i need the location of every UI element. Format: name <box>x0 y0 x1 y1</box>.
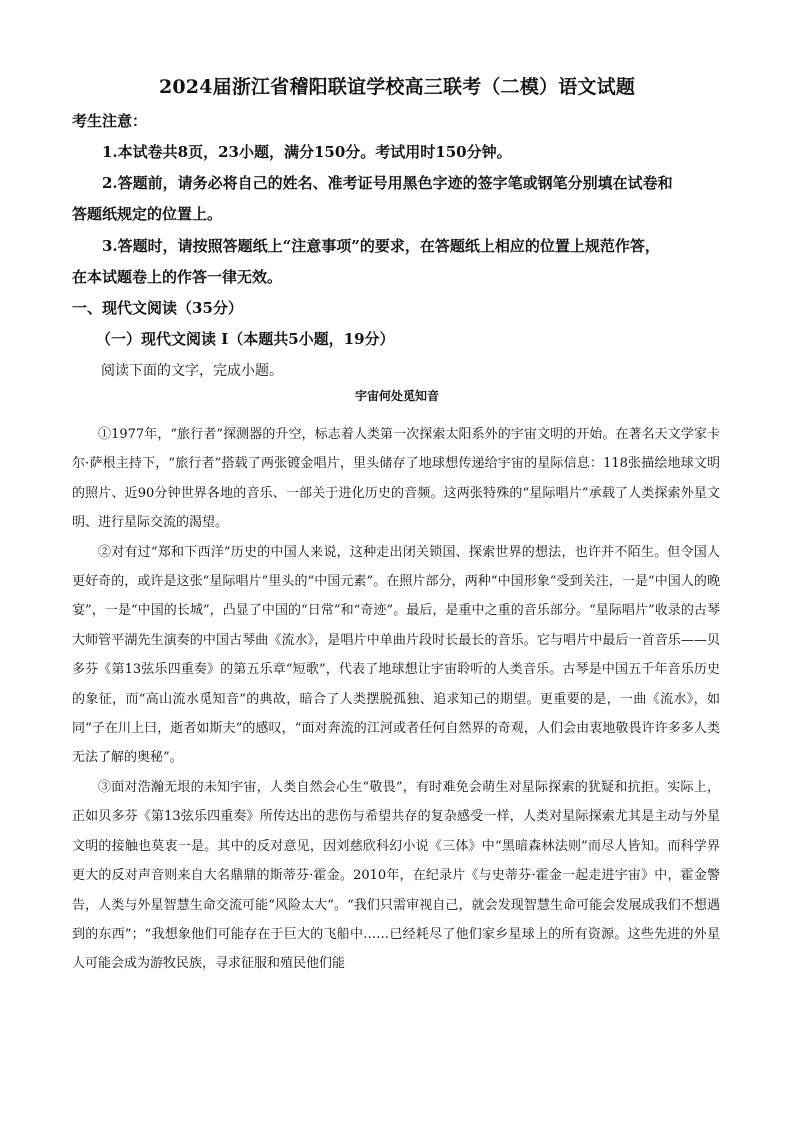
section-subheading: （一）现代文阅读 I（本题共5小题，19分） <box>96 330 395 348</box>
notice-heading: 考生注意： <box>72 112 148 130</box>
notice-item-3-line-1: 3.答题时，请按照答题纸上“注意事项”的要求，在答题纸上相应的位置上规范作答， <box>102 237 660 255</box>
notice-item-2-line-2: 答题纸规定的位置上。 <box>72 205 223 223</box>
article-paragraph-2: ②对有过“郑和下西洋”历史的中国人来说，这种走出闭关锁国、探索世界的想法，也许并不陌生。但令国人更好奇的，或许是这张“星际唱片”里头的“中国元素”。在照片部分，两种“中国形象”受到关注，一是“中国人的晚宴”，一是“中国的长城”，凸显了中国的“日常”和“奇迹”。最后，是重中之重的音乐部分。“星际唱片”收录的古琴大师管平湖先生演奏的中国古琴曲《流水》，是唱片中单曲片段时长最长的音乐。它与唱片中最后一首音乐——贝多芬《第13弦乐四重奏》的第五乐章“短歌”，代表了地球想让宇宙聆听的人类音乐。古琴是中国五千年音乐历史的象征，而“高山流水觅知音”的典故，暗合了人类摆脱孤独、追求知己的期望。更重要的是，一曲《流水》，如同“子在川上曰，逝者如斯夫”的感叹，“面对奔流的江河或者任何自然界的奇观，人们会由衷地敬畏许许多多人类无法了解的奥秘”。 <box>72 544 720 766</box>
article-body <box>72 420 720 979</box>
notice-item-1: 1.本试卷共8页，23小题，满分150分。考试用时150分钟。 <box>102 143 512 161</box>
article-title: 宇宙何处觅知音 <box>354 389 439 403</box>
section-heading: 一、现代文阅读（35分） <box>72 299 243 317</box>
notice-item-2-line-1: 2.答题前，请务必将自己的姓名、准考证号用黑色字迹的签字笔或钢笔分别填在试卷和 <box>102 174 673 192</box>
reading-instruction: 阅读下面的文字，完成小题。 <box>101 363 283 379</box>
article-paragraph-3: ③面对浩瀚无垠的未知宇宙，人类自然会心生“敬畏”，有时难免会萌生对星际探索的犹疑和抗拒。实际上，正如贝多芬《第13弦乐四重奏》所传达出的悲伤与希望共存的复杂感受一样，人类对星际探索尤其是主动与外星文明的接触也莫衷一是。其中的反对意见，因刘慈欣科幻小说《三体》中“黑暗森林法则”而尽人皆知。而科学界更大的反对声音则来自大名鼎鼎的斯蒂芬·霍金。2010年，在纪录片《与史蒂芬·霍金一起走进宇宙》中，霍金警告，人类与外星智慧生命交流可能“风险太大”。“我们只需审视自己，就会发现智慧生命可能会发展成我们不想遇到的东西”；“我想象他们可能存在于巨大的飞船中……已经耗尽了他们家乡星球上的所有资源。这些先进的外星人可能会成为游牧民族，寻求征服和殖民他们能 <box>72 779 720 972</box>
notice-item-3-line-2: 在本试题卷上的作答一律无效。 <box>72 268 283 286</box>
exam-title: 2024届浙江省稽阳联谊学校高三联考（二模）语文试题 <box>158 76 636 98</box>
article-paragraph-1: ①1977年，“旅行者”探测器的升空，标志着人类第一次探索太阳系外的宇宙文明的开始。在著名天文学家卡尔·萨根主持下，“旅行者”搭载了两张镀金唱片，里头储存了地球想传递给宇宙的星际信息：118张描绘地球文明的照片、近90分钟世界各地的音乐、一部关于进化历史的音频。这两张特殊的“星际唱片”承载了人类探索外星文明、进行星际交流的渴望。 <box>72 427 720 531</box>
